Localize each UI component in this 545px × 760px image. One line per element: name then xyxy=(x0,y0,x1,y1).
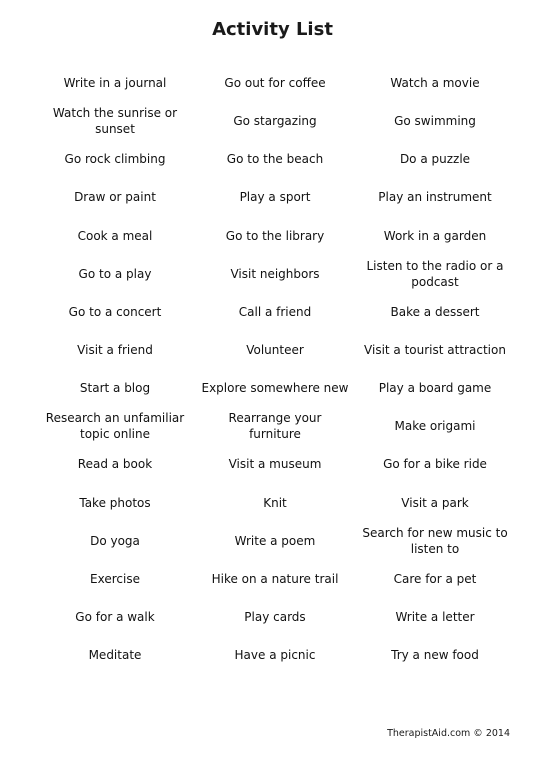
activity-item: Bake a dessert xyxy=(390,304,480,319)
activity-item: Go for a bike ride xyxy=(383,457,487,472)
activity-item: Go rock climbing xyxy=(64,152,166,167)
activity-item: Go for a walk xyxy=(75,610,155,625)
activity-item: Search for new music to listen to xyxy=(362,525,508,556)
activity-item: Research an unfamiliar topic online xyxy=(45,411,185,442)
activity-item: Visit a museum xyxy=(228,457,322,472)
activity-item: Listen to the radio or a podcast xyxy=(366,258,504,289)
activity-item: Go out for coffee xyxy=(224,76,326,91)
activity-item: Go to the beach xyxy=(226,152,324,167)
activity-item: Knit xyxy=(263,495,287,510)
activity-item: Play an instrument xyxy=(378,190,492,205)
activity-item: Go to a concert xyxy=(68,304,162,319)
activity-item: Go swimming xyxy=(394,114,476,129)
activity-item: Rearrange your furniture xyxy=(228,411,322,442)
activity-item: Call a friend xyxy=(238,304,312,319)
activity-item: Make origami xyxy=(394,419,476,434)
activity-item: Go to the library xyxy=(225,228,325,243)
activity-item: Visit a tourist attraction xyxy=(364,343,506,358)
copyright-footer: TherapistAid.com © 2014 xyxy=(387,728,510,739)
activity-item: Volunteer xyxy=(246,343,304,358)
activity-item: Start a blog xyxy=(79,381,151,396)
activity-grid xyxy=(35,64,515,674)
activity-item: Care for a pet xyxy=(393,571,477,586)
activity-item: Draw or paint xyxy=(74,190,156,205)
activity-item: Take photos xyxy=(79,495,151,510)
activity-item: Play a board game xyxy=(378,381,492,396)
activity-item: Watch the sunrise or sunset xyxy=(52,106,178,137)
activity-item: Play a sport xyxy=(239,190,311,205)
activity-item: Cook a meal xyxy=(77,228,153,243)
page-title: Activity List xyxy=(212,19,333,40)
activity-item: Exercise xyxy=(90,571,140,586)
activity-item: Explore somewhere new xyxy=(201,381,349,396)
activity-item: Do yoga xyxy=(90,533,140,548)
activity-item: Go to a play xyxy=(78,266,152,281)
activity-item: Work in a garden xyxy=(383,228,487,243)
activity-item: Play cards xyxy=(244,610,306,625)
activity-item: Go stargazing xyxy=(233,114,317,129)
activity-item: Meditate xyxy=(88,648,142,663)
activity-item: Hike on a nature trail xyxy=(211,571,339,586)
activity-item: Do a puzzle xyxy=(399,152,471,167)
activity-item: Write a letter xyxy=(395,610,475,625)
activity-item: Visit a friend xyxy=(77,343,153,358)
activity-item: Write a poem xyxy=(234,533,316,548)
activity-item: Watch a movie xyxy=(390,76,480,91)
activity-item: Write in a journal xyxy=(63,76,167,91)
activity-item: Read a book xyxy=(77,457,153,472)
activity-item: Visit a park xyxy=(401,495,469,510)
activity-item: Visit neighbors xyxy=(230,266,320,281)
activity-item: Have a picnic xyxy=(234,648,316,663)
activity-item: Try a new food xyxy=(391,648,479,663)
